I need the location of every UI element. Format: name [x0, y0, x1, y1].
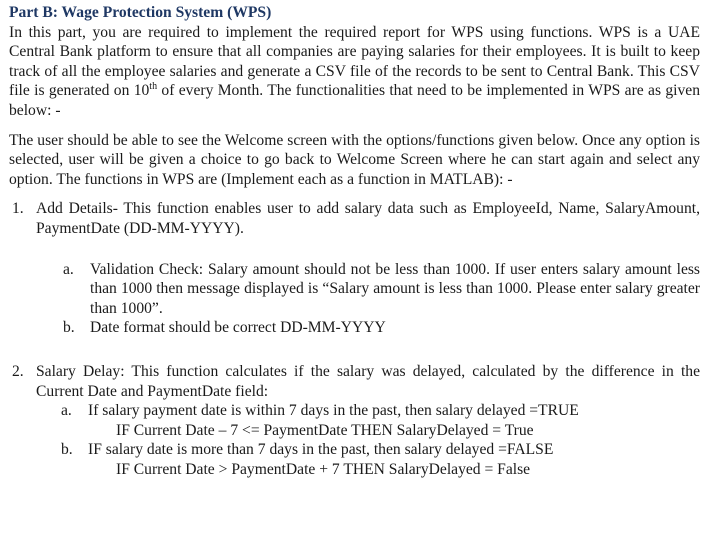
formula-line: IF Current Date > PaymentDate + 7 THEN SalaryDelayed = False — [116, 460, 531, 478]
list-item-add-details — [9, 199, 700, 338]
sub-item-text: IF salary date is more than 7 days in the past, then salary delayed =FALSE — [88, 441, 554, 459]
function-list — [9, 199, 700, 479]
list-item-text: Add Details- This function enables user to add salary data such as EmployeeId, Name, SalaryAmount, PaymentDate (DD-MM-YYYY). — [36, 200, 700, 237]
sub-item-validation-check — [36, 260, 700, 319]
sub-item-letter: a. — [63, 260, 74, 278]
list-item-salary-delay — [9, 362, 700, 480]
functions-paragraph: The user should be able to see the Welcome screen with the options/functions given below. Once any option is selected, user will be given a choice to go back to Welcome Screen where he can start again and select any option. The functions in WPS are (Implement each as a function in MATLAB): - — [9, 131, 700, 188]
intro-paragraph — [9, 23, 700, 121]
sub-item-text: Validation Check: Salary amount should not be less than 1000. If user enters salary amount less than 1000 then message displayed is “Salary amount is less than 1000. Please enter salary greater than 1000”. — [90, 260, 700, 317]
section-heading: Part B: Wage Protection System (WPS) — [9, 4, 272, 21]
list-number: 1. — [12, 200, 24, 218]
sub-item-within-seven-days — [36, 401, 700, 440]
sub-item-text: If salary payment date is within 7 days in the past, then salary delayed =TRUE — [88, 402, 579, 420]
intro-text-after: of every Month. The functionalities that need to be implemented in WPS are as given below: - — [9, 82, 700, 119]
sub-item-text: Date format should be correct DD-MM-YYYY — [90, 319, 386, 337]
sub-item-letter: a. — [61, 402, 72, 420]
list-item-text: Salary Delay: This function calculates if the salary was delayed, calculated by the difference in the Current Date and PaymentDate field: — [36, 362, 700, 400]
sub-item-date-format — [36, 318, 700, 338]
sub-list — [36, 260, 700, 338]
intro-text-before: In this part, you are required to implement the required report for WPS using functions. WPS is a UAE Central Bank platform to ensure that all companies are paying salaries for their employees. It is built to keep track of all the employee salaries and generate a CSV file of the records to be sent to Central Bank. This CSV file is generated on 10 — [9, 23, 700, 100]
sub-item-more-than-seven-days — [36, 440, 700, 479]
intro-superscript: th — [149, 81, 158, 93]
sub-item-letter: b. — [61, 441, 73, 459]
list-number: 2. — [12, 362, 24, 380]
sub-item-letter: b. — [63, 319, 75, 337]
formula-line: IF Current Date – 7 <= PaymentDate THEN SalaryDelayed = True — [116, 421, 534, 439]
sub-list — [36, 401, 700, 479]
